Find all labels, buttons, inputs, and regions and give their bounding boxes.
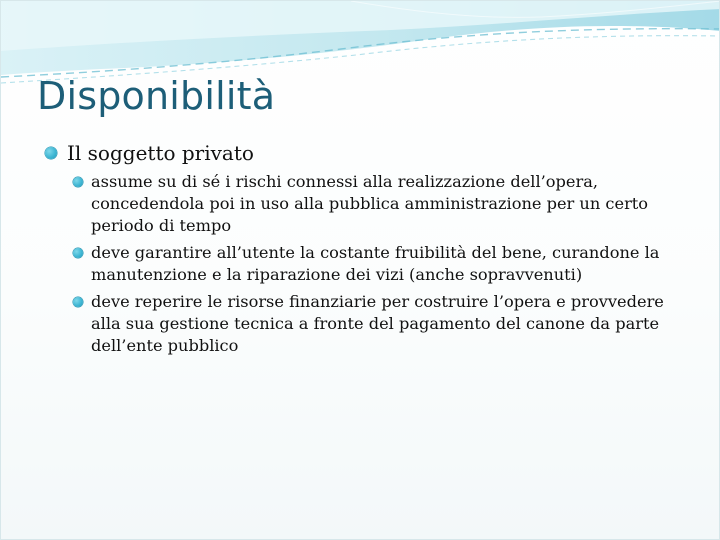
bullet-icon <box>73 177 83 187</box>
bullet-icon <box>73 248 83 258</box>
sub-bullet-list <box>73 171 685 357</box>
main-bullet <box>45 139 685 167</box>
sub-bullet-text: deve reperire le risorse finanziarie per costruire l’opera e provvedere alla sua gestione tecnica a fronte del pagamento del canone da parte dell’ente pubblico <box>91 292 664 355</box>
main-bullet-text: Il soggetto privato <box>67 141 254 165</box>
sub-bullet-item <box>73 242 685 286</box>
slide-title: Disponibilità <box>37 74 276 118</box>
slide-content <box>45 139 685 362</box>
bullet-icon <box>73 297 83 307</box>
sub-bullet-text: assume su di sé i rischi connessi alla realizzazione dell’opera, concedendola poi in uso alla pubblica amministrazione per un certo periodo di tempo <box>91 172 649 235</box>
bullet-icon <box>45 147 57 159</box>
sub-bullet-item <box>73 291 685 357</box>
sub-bullet-item <box>73 171 685 237</box>
sub-bullet-text: deve garantire all’utente la costante fruibilità del bene, curandone la manutenzione e la riparazione dei vizi (anche sopravvenuti) <box>91 243 660 284</box>
